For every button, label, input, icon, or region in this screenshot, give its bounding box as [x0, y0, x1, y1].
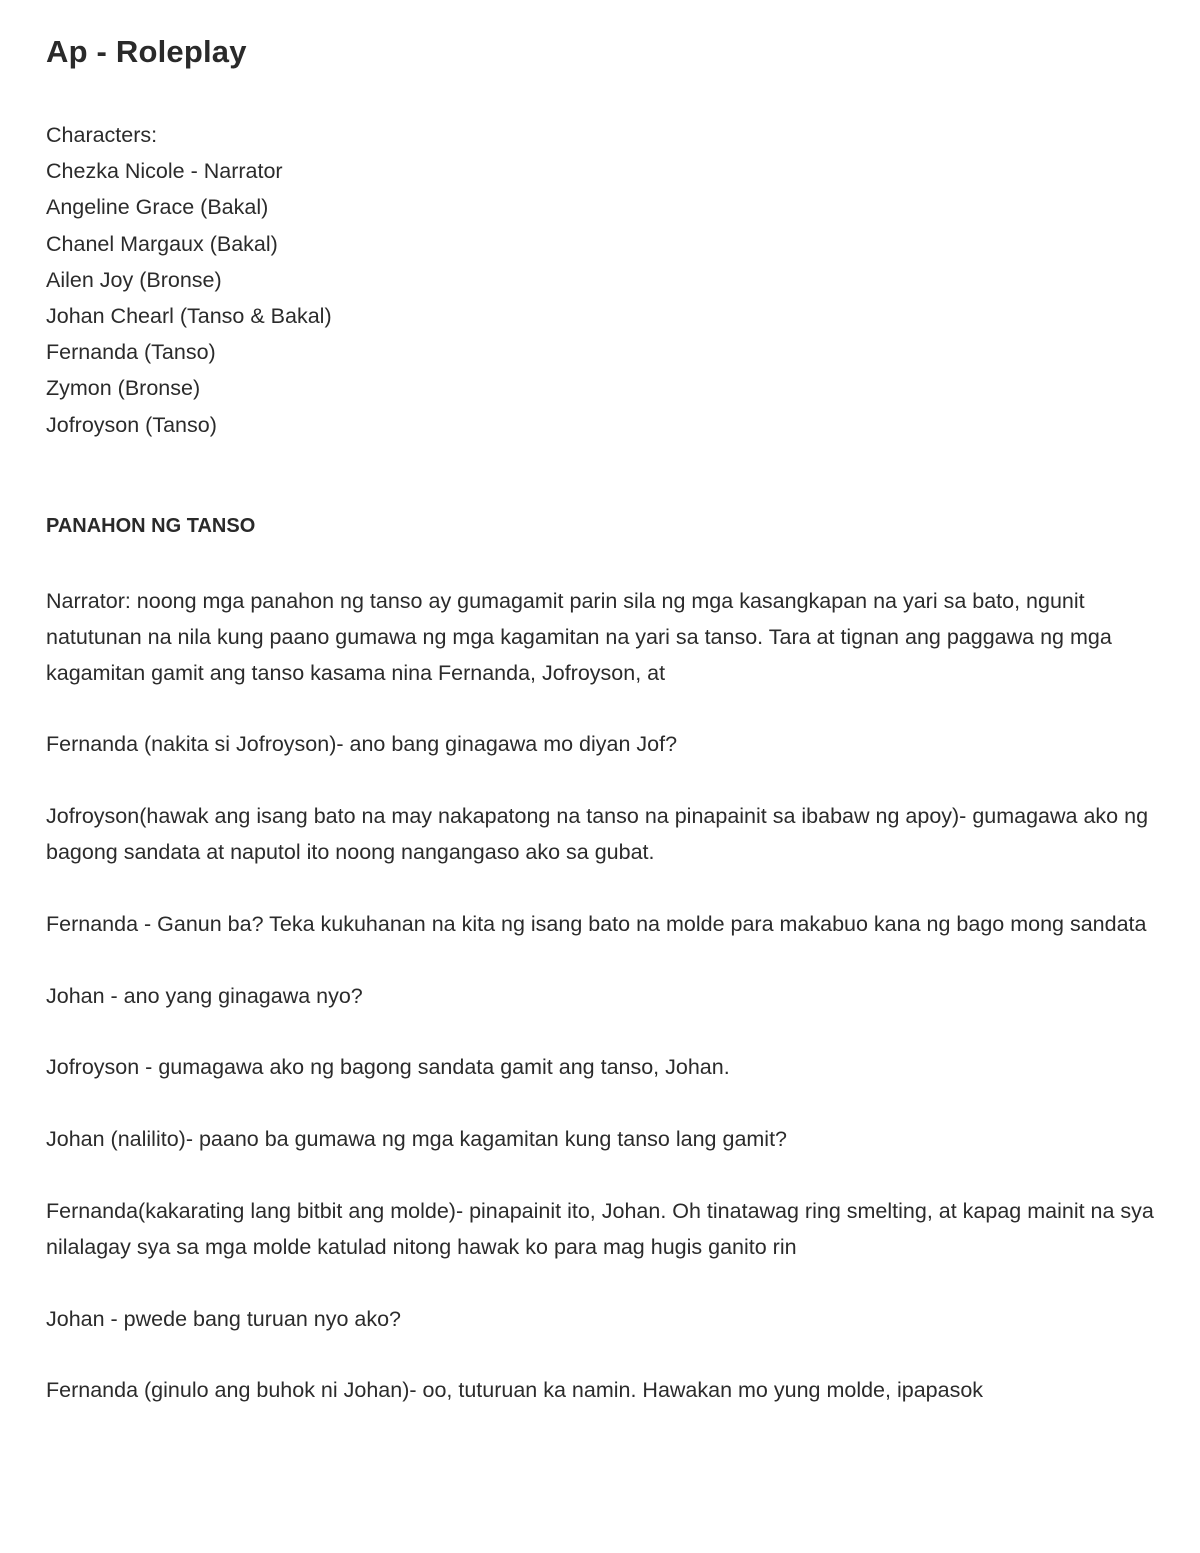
characters-list: [46, 117, 1156, 443]
character-item: Zymon (Bronse): [46, 376, 201, 401]
character-item: Angeline Grace (Bakal): [46, 195, 269, 220]
script-paragraph: Fernanda - Ganun ba? Teka kukuhanan na kita ng isang bato na molde para makabuo kana ng bago mong sandata: [46, 911, 1147, 936]
characters-label: Characters:: [46, 123, 158, 147]
character-item: Ailen Joy (Bronse): [46, 267, 222, 292]
character-item: Fernanda (Tanso): [46, 340, 216, 365]
character-item: Johan Chearl (Tanso & Bakal): [46, 303, 332, 328]
script-paragraph: Johan - ano yang ginagawa nyo?: [46, 983, 363, 1008]
script-paragraph: Narrator: noong mga panahon ng tanso ay gumagamit parin sila ng mga kasangkapan na yari sa bato, ngunit natutunan na nila kung paano gumawa ng mga kagamitan na yari sa tanso. Tara at tignan ang paggawa ng mga kagamitan gamit ang tanso kasama nina Fernanda, Jofroyson, at: [46, 589, 1112, 685]
character-item: Jofroyson (Tanso): [46, 412, 217, 437]
section-heading: PANAHON NG TANSO: [46, 515, 256, 537]
script-paragraph: Jofroyson - gumagawa ako ng bagong sandata gamit ang tanso, Johan.: [46, 1055, 730, 1080]
document-title: Ap - Roleplay: [46, 34, 247, 69]
script-paragraph: Fernanda(kakarating lang bitbit ang molde)- pinapainit ito, Johan. Oh tinatawag ring smelting, at kapag mainit na sya nilalagay sya sa mga molde katulad nitong hawak ko para mag hugis ganito rin: [46, 1198, 1154, 1259]
script-body: [46, 584, 1156, 1445]
script-paragraph: Johan - pwede bang turuan nyo ako?: [46, 1306, 402, 1331]
character-item: Chanel Margaux (Bakal): [46, 231, 278, 256]
character-item: Chezka Nicole - Narrator: [46, 159, 283, 184]
script-paragraph: Fernanda (ginulo ang buhok ni Johan)- oo, tuturuan ka namin. Hawakan mo yung molde, ipapasok: [46, 1378, 984, 1403]
script-paragraph: Johan (nalilito)- paano ba gumawa ng mga kagamitan kung tanso lang gamit?: [46, 1127, 788, 1152]
script-paragraph: Fernanda (nakita si Jofroyson)- ano bang ginagawa mo diyan Jof?: [46, 732, 678, 757]
script-paragraph: Jofroyson(hawak ang isang bato na may nakapatong na tanso na pinapainit sa ibabaw ng apoy)- gumagawa ako ng bagong sandata at naputol ito noong nangangaso ako sa gubat.: [46, 804, 1149, 864]
